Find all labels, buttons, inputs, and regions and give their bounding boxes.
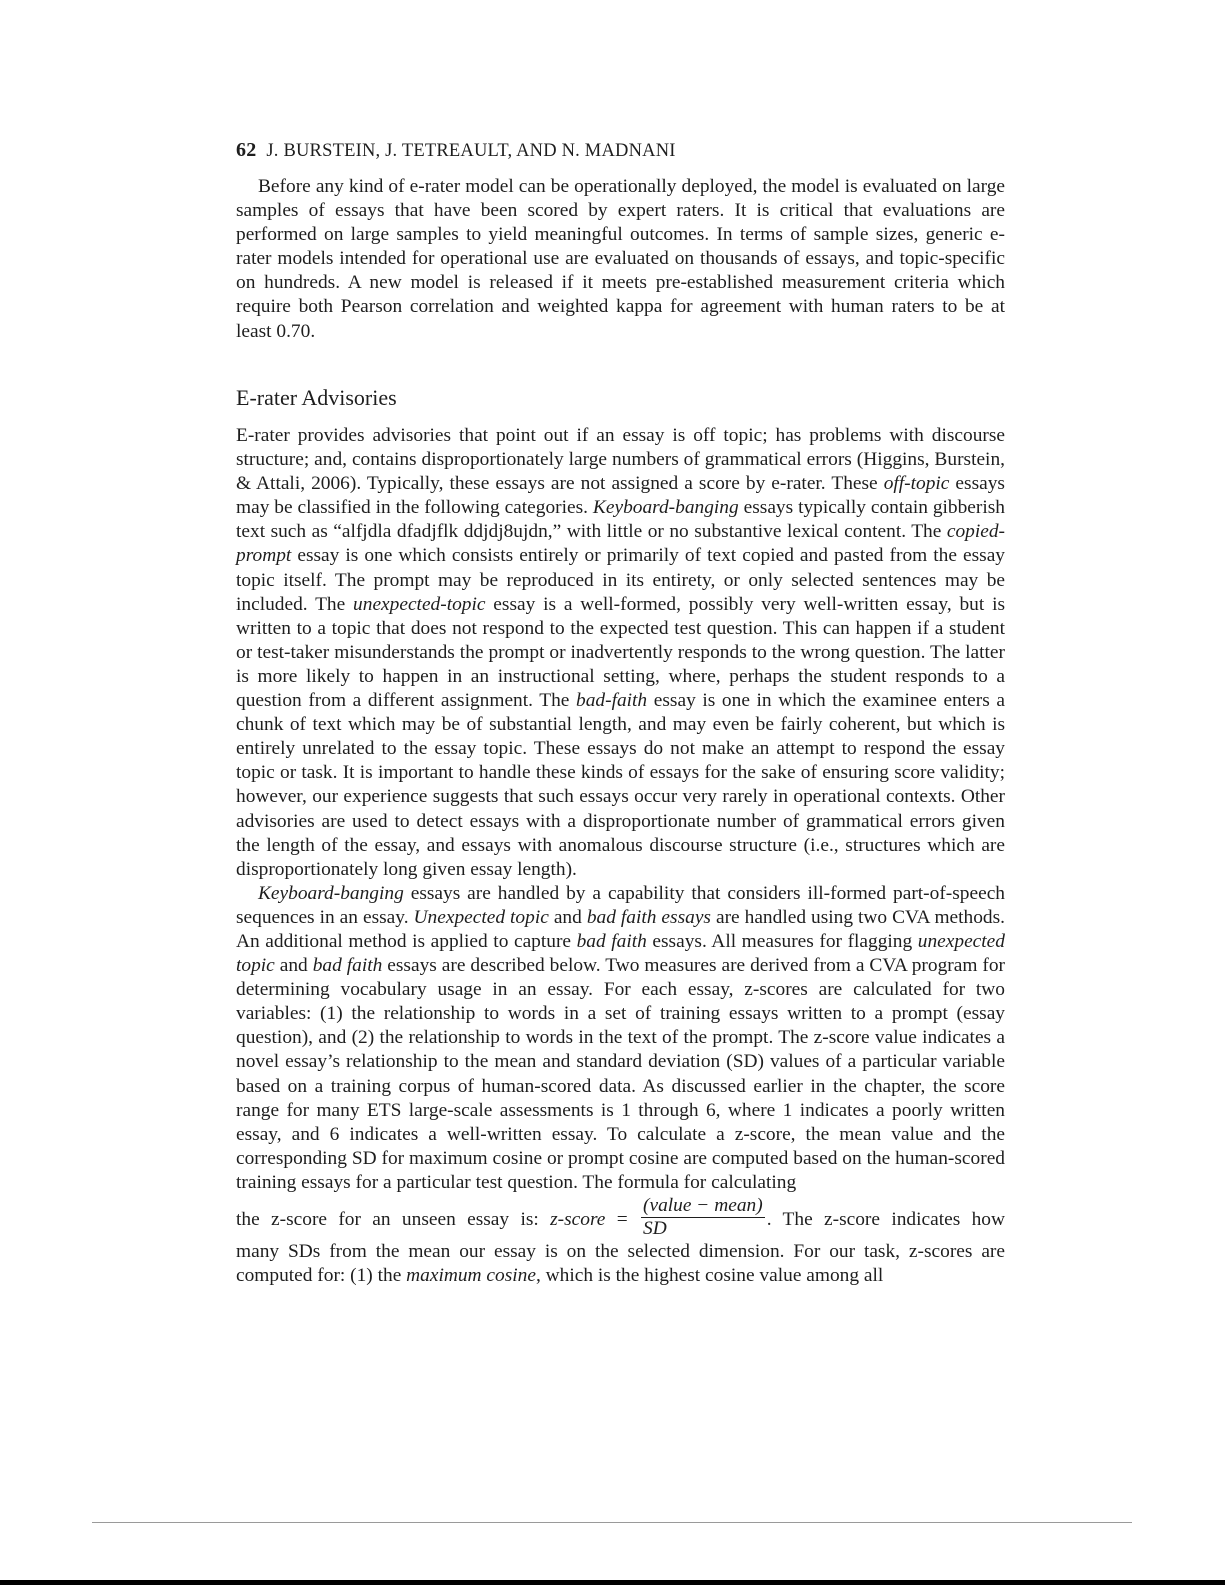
term-bad-faith-2: bad faith <box>576 930 647 952</box>
term-bad-faith-3: bad faith <box>312 955 383 977</box>
section-heading: E-rater Advisories <box>236 385 397 410</box>
running-head <box>236 139 676 162</box>
term-bad-faith: bad-faith <box>576 690 648 712</box>
term-copied-prompt: copied-prompt <box>236 521 1005 567</box>
term-unexpected-topic: unexpected-topic <box>353 593 486 615</box>
running-head-authors: J. BURSTEIN, J. TETREAULT, AND N. MADNANI <box>266 141 676 161</box>
intro-paragraph-block <box>236 175 1005 344</box>
fraction-numerator: (value − mean) <box>643 1195 763 1216</box>
term-keyboard-banging-2: Keyboard-banging <box>258 882 404 904</box>
page-bottom-edge <box>0 1580 1225 1585</box>
page-number: 62 <box>236 139 257 161</box>
term-bad-faith-essays: bad faith essays <box>586 906 711 928</box>
term-keyboard-banging: Keyboard-banging <box>592 497 739 519</box>
footer-divider <box>92 1522 1132 1523</box>
z-score-formula-line: the z-score for an unseen essay is: z-score = $\frac{\text{(value − mean)}}{SD}$ . The z-score indicates how <box>236 1195 1005 1239</box>
section-body <box>236 424 1005 1288</box>
term-maximum-cosine: maximum cosine <box>406 1265 536 1287</box>
fraction-denominator: SD <box>643 1218 667 1239</box>
term-unexpected-topic-3: unexpected topic <box>236 930 1005 977</box>
closing-paragraph: many SDs from the mean our essay is on the selected dimension. For our task, z-scores are computed for: (1) the maximum cosine, which is the highest cosine value among all <box>236 1241 1005 1287</box>
term-unexpected-topic-2: Unexpected topic <box>413 906 549 928</box>
advisories-paragraph: E-rater provides advisories that point out if an essay is off topic; has problems with discourse structure; and, contains disproportionately large numbers of grammatical errors (Higgins, Burstein, & Attali, 2006). Typically, these essays are not assigned a score by e-rater. These off-topic essays may be classified in the following categories. Keyboard-banging essays typically contain gibberish text such as “alfjdla dfadjflk ddjdj8ujdn,” with little or no substantive lexical content. The copied-prompt essay is one which consists entirely or primarily of text copied and pasted from the essay topic itself. The prompt may be reproduced in its entirety, or only selected sentences may be included. The unexpected-topic essay is a well-formed, possibly very well-written essay, but is written to a topic that does not respond to the expected test question. This can happen if a student or test-taker misunderstands the prompt or inadvertently responds to the wrong question. The latter is more likely to happen in an instructional setting, where, perhaps the student responds to a question from a different assignment. The bad-faith essay is one in which the examinee enters a chunk of text which may be of substantial length, and may even be fairly coherent, but which is entirely unrelated to the essay topic. These essays do not make an attempt to respond the essay topic or task. It is important to handle these kinds of essays for the sake of ensuring score validity; however, our experience suggests that such essays occur very rarely in operational contexts. Other advisories are used to detect essays with a disproportionate number of grammatical errors given the length of the essay, and essays with anomalous discourse structure (i.e., structures which are disproportionately long given essay length). <box>236 425 1006 880</box>
intro-paragraph: Before any kind of e-rater model can be operationally deployed, the model is evaluated on large samples of essays that have been scored by expert raters. It is critical that evaluations are performed on large samples to yield meaningful outcomes. In terms of sample sizes, generic e-rater models intended for operational use are evaluated on thousands of essays, and topic-specific on hundreds. A new model is released if it meets pre-established measurement criteria which require both Pearson correlation and weighted kappa for agreement with human raters to be at least 0.70. <box>236 176 1005 342</box>
methods-paragraph: Keyboard-banging essays are handled by a capability that considers ill-formed part-of-speech sequences in an essay. Unexpected topic and bad faith essays are handled using two CVA methods. An additional method is applied to capture bad faith essays. All measures for flagging unexpected topic and bad faith essays are described below. Two measures are derived from a CVA program for determining vocabulary usage in an essay. For each essay, z-scores are calculated for two variables: (1) the relationship to words in a set of training essays written to a prompt (essay question), and (2) the relationship to words in the text of the prompt. The z-score value indicates a novel essay’s relationship to the mean and standard deviation (SD) values of a particular variable based on a training corpus of human-scored data. As discussed earlier in the chapter, the score range for many ETS large-scale assessments is 1 through 6, where 1 indicates a poorly written essay, and 6 indicates a well-written essay. To calculate a z-score, the mean value and the corresponding SD for maximum cosine or prompt cosine are computed based on the human-scored training essays for a particular test question. The formula for calculating <box>236 882 1006 1193</box>
term-off-topic: off-topic <box>883 473 950 495</box>
z-score-fraction <box>641 1195 765 1240</box>
formula-lhs: z-score <box>550 1208 606 1230</box>
